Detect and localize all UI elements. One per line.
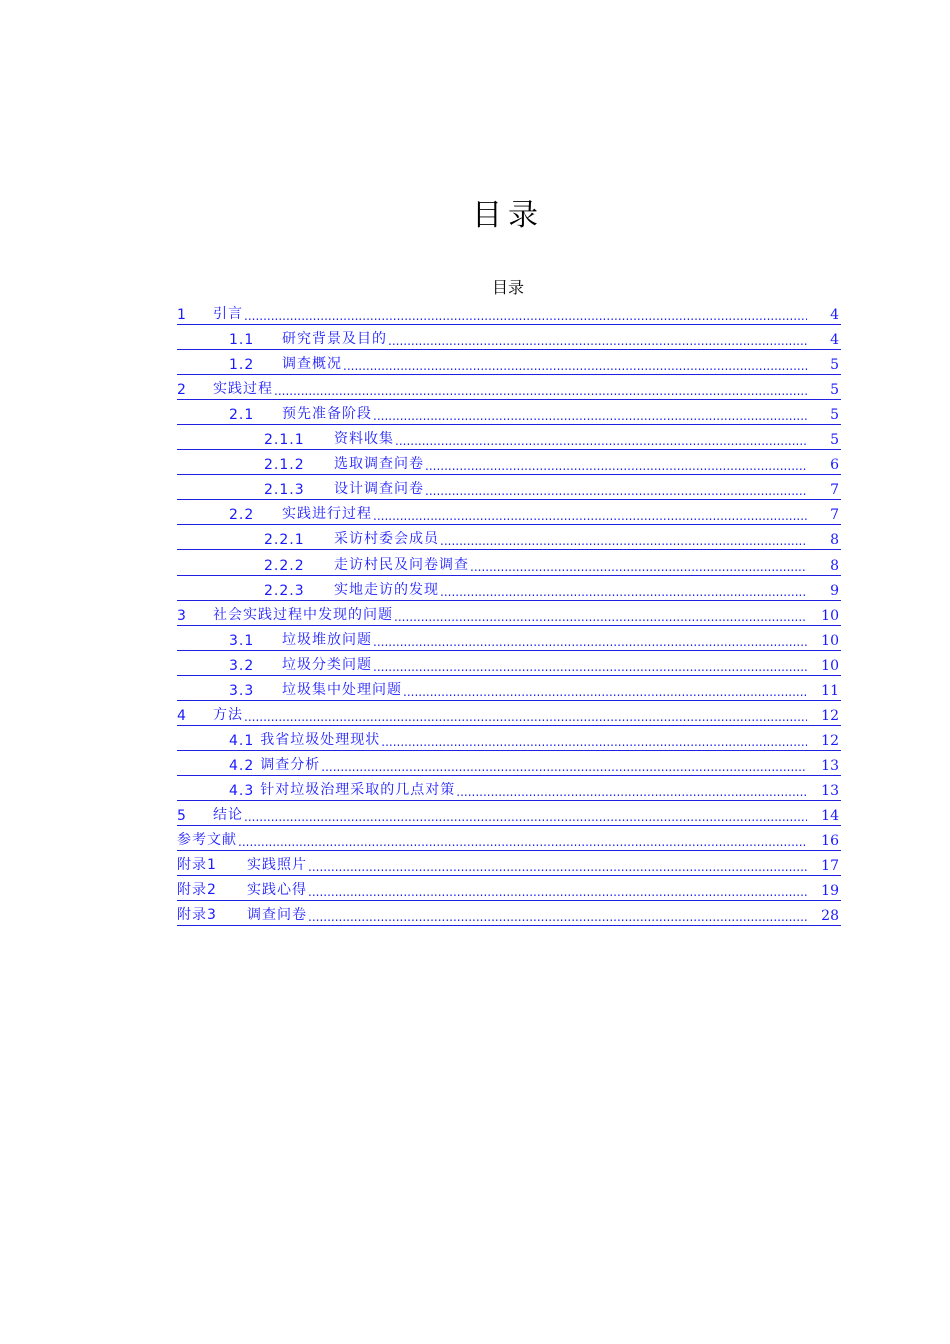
toc-entry-text: 采访村委会成员 bbox=[334, 531, 439, 548]
toc-entry-text: 实地走访的发现 bbox=[334, 581, 439, 598]
toc-entry-title bbox=[177, 303, 807, 323]
toc-entry-number: 附录2 bbox=[177, 882, 217, 899]
toc-entry-text: 垃圾堆放问题 bbox=[282, 631, 372, 648]
dot-leader bbox=[373, 509, 807, 523]
toc-entry-text: 实践心得 bbox=[247, 882, 307, 899]
toc-entry-title bbox=[177, 579, 807, 599]
dot-leader bbox=[321, 760, 807, 774]
toc-entry[interactable] bbox=[177, 826, 841, 851]
dot-leader bbox=[308, 885, 807, 899]
toc-entry-number: 2.1 bbox=[229, 407, 255, 424]
dot-leader bbox=[403, 685, 807, 699]
dot-leader bbox=[373, 635, 807, 649]
toc-page-number: 8 bbox=[830, 557, 839, 574]
toc-entry-text: 我省垃圾处理现状 bbox=[260, 731, 381, 748]
toc-entry-text: 垃圾分类问题 bbox=[282, 656, 372, 673]
toc-entry-title bbox=[177, 328, 807, 348]
toc-entry-number: 3.2 bbox=[229, 657, 255, 674]
dot-leader bbox=[425, 459, 807, 473]
toc-page-number: 12 bbox=[821, 707, 839, 724]
toc-page-number: 8 bbox=[830, 532, 839, 549]
toc-entry[interactable] bbox=[177, 726, 841, 751]
toc-page-number: 10 bbox=[821, 657, 839, 674]
toc-page-number: 5 bbox=[830, 432, 839, 449]
table-of-contents bbox=[177, 300, 841, 926]
toc-entry-title bbox=[177, 353, 807, 373]
toc-entry-title bbox=[177, 704, 807, 724]
toc-entry[interactable] bbox=[177, 801, 841, 826]
toc-entry-number: 2 bbox=[177, 382, 187, 399]
dot-leader bbox=[425, 484, 807, 498]
toc-entry-title bbox=[177, 754, 807, 774]
toc-entry-title bbox=[177, 554, 807, 574]
toc-entry[interactable] bbox=[177, 851, 841, 876]
toc-entry[interactable] bbox=[177, 500, 841, 525]
toc-entry-number: 3 bbox=[177, 607, 187, 624]
toc-entry-text: 选取调查问卷 bbox=[334, 456, 424, 473]
toc-entry-number: 附录1 bbox=[177, 857, 217, 874]
toc-entry-title bbox=[177, 654, 807, 674]
toc-entry-text: 实践照片 bbox=[247, 857, 307, 874]
toc-entry[interactable] bbox=[177, 901, 841, 926]
toc-entry-title bbox=[177, 629, 807, 649]
toc-entry-title bbox=[177, 503, 807, 523]
toc-entry-text: 参考文献 bbox=[177, 832, 237, 849]
toc-page-number: 5 bbox=[830, 407, 839, 424]
toc-entry-text: 调查分析 bbox=[260, 756, 321, 773]
toc-entry[interactable] bbox=[177, 676, 841, 701]
dot-leader bbox=[343, 359, 807, 373]
toc-entry[interactable] bbox=[177, 350, 841, 375]
toc-page-number: 14 bbox=[821, 807, 839, 824]
toc-page-number: 17 bbox=[821, 858, 839, 875]
toc-entry[interactable] bbox=[177, 475, 841, 500]
toc-entry[interactable] bbox=[177, 776, 841, 801]
toc-entry-text: 针对垃圾治理采取的几点对策 bbox=[260, 781, 456, 798]
toc-entry-text: 实践进行过程 bbox=[282, 506, 372, 523]
toc-entry-text: 调查概况 bbox=[282, 356, 342, 373]
toc-entry-title bbox=[177, 804, 807, 824]
toc-entry[interactable] bbox=[177, 751, 841, 776]
toc-heading: 目录 bbox=[491, 278, 524, 297]
dot-leader bbox=[440, 534, 807, 548]
toc-page-number: 6 bbox=[830, 457, 839, 474]
toc-entry-title bbox=[177, 779, 807, 799]
toc-entry-number: 4 bbox=[177, 707, 187, 724]
toc-entry-text: 设计调查问卷 bbox=[334, 481, 424, 498]
dot-leader bbox=[244, 710, 807, 724]
toc-entry-number: 3.1 bbox=[229, 632, 255, 649]
toc-page-number: 16 bbox=[821, 833, 839, 850]
toc-entry-text: 社会实践过程中发现的问题 bbox=[213, 606, 393, 623]
toc-entry[interactable] bbox=[177, 651, 841, 676]
toc-entry-title bbox=[177, 854, 807, 874]
toc-entry-number: 5 bbox=[177, 807, 187, 824]
toc-entry[interactable] bbox=[177, 701, 841, 726]
toc-entry[interactable] bbox=[177, 375, 841, 400]
dot-leader bbox=[440, 585, 807, 599]
toc-page-number: 12 bbox=[821, 732, 839, 749]
toc-entry-title bbox=[177, 604, 807, 624]
toc-entry-number: 2.1.1 bbox=[264, 432, 305, 449]
toc-entry-number: 2.1.3 bbox=[264, 482, 305, 499]
dot-leader bbox=[456, 785, 807, 799]
toc-entry-title bbox=[177, 879, 807, 899]
toc-entry-number: 2.2.2 bbox=[264, 557, 305, 574]
toc-page-number: 28 bbox=[821, 908, 839, 925]
toc-entry-text: 垃圾集中处理问题 bbox=[282, 681, 402, 698]
toc-entry-number: 2.2.3 bbox=[264, 582, 305, 599]
toc-entry[interactable] bbox=[177, 626, 841, 651]
toc-entry-text: 实践过程 bbox=[213, 381, 273, 398]
page-title: 目录 bbox=[472, 198, 544, 233]
toc-entry-title bbox=[177, 528, 807, 548]
toc-page-number: 19 bbox=[821, 883, 839, 900]
toc-entry[interactable] bbox=[177, 601, 841, 626]
toc-page-number: 7 bbox=[830, 482, 839, 499]
dot-leader bbox=[373, 660, 807, 674]
toc-entry-text: 引言 bbox=[213, 306, 243, 323]
toc-entry-title bbox=[177, 453, 807, 473]
toc-entry[interactable] bbox=[177, 550, 841, 575]
toc-entry[interactable] bbox=[177, 525, 841, 550]
toc-entry-number: 4.1 bbox=[229, 732, 255, 749]
toc-entry-text: 资料收集 bbox=[334, 431, 394, 448]
dot-leader bbox=[238, 835, 807, 849]
toc-entry-text: 走访村民及问卷调查 bbox=[334, 556, 469, 573]
toc-entry-number: 2.2.1 bbox=[264, 532, 305, 549]
toc-entry-text: 方法 bbox=[213, 706, 243, 723]
toc-entry-text: 研究背景及目的 bbox=[282, 331, 387, 348]
dot-leader bbox=[244, 309, 807, 323]
dot-leader bbox=[244, 810, 807, 824]
toc-entry-number: 2.2 bbox=[229, 507, 255, 524]
toc-page-number: 13 bbox=[821, 757, 839, 774]
dot-leader bbox=[395, 434, 807, 448]
dot-leader bbox=[381, 735, 807, 749]
dot-leader bbox=[308, 910, 807, 924]
toc-entry-number: 1.1 bbox=[229, 332, 255, 349]
toc-entry-title bbox=[177, 679, 807, 699]
toc-entry-text: 调查问卷 bbox=[247, 907, 307, 924]
toc-page-number: 13 bbox=[821, 782, 839, 799]
toc-entry[interactable] bbox=[177, 300, 841, 325]
toc-entry-text: 预先准备阶段 bbox=[282, 406, 372, 423]
toc-page-number: 10 bbox=[821, 607, 839, 624]
toc-entry-number: 附录3 bbox=[177, 907, 217, 924]
toc-entry-number: 1 bbox=[177, 307, 187, 324]
toc-page-number: 11 bbox=[821, 682, 839, 699]
toc-entry-title bbox=[177, 378, 807, 398]
toc-entry-number: 4.3 bbox=[229, 782, 255, 799]
toc-entry-number: 2.1.2 bbox=[264, 457, 305, 474]
toc-entry-text: 结论 bbox=[213, 806, 243, 823]
toc-entry[interactable] bbox=[177, 450, 841, 475]
toc-page-number: 4 bbox=[830, 307, 839, 324]
toc-entry-number: 1.2 bbox=[229, 357, 255, 374]
toc-entry[interactable] bbox=[177, 325, 841, 350]
dot-leader bbox=[394, 610, 807, 624]
toc-page-number: 10 bbox=[821, 632, 839, 649]
toc-entry-title bbox=[177, 904, 807, 924]
toc-page-number: 4 bbox=[830, 332, 839, 349]
toc-entry-number: 4.2 bbox=[229, 757, 255, 774]
toc-entry-title bbox=[177, 478, 807, 498]
toc-page-number: 5 bbox=[830, 357, 839, 374]
toc-entry-title bbox=[177, 428, 807, 448]
dot-leader bbox=[274, 384, 807, 398]
toc-page-number: 5 bbox=[830, 382, 839, 399]
toc-entry[interactable] bbox=[177, 876, 841, 901]
dot-leader bbox=[373, 409, 807, 423]
toc-entry[interactable] bbox=[177, 400, 841, 425]
dot-leader bbox=[470, 560, 807, 574]
toc-entry-number: 3.3 bbox=[229, 682, 255, 699]
toc-entry[interactable] bbox=[177, 425, 841, 450]
dot-leader bbox=[388, 334, 807, 348]
dot-leader bbox=[308, 860, 807, 874]
toc-entry[interactable] bbox=[177, 576, 841, 601]
toc-page-number: 9 bbox=[830, 582, 839, 599]
toc-entry-title bbox=[177, 829, 807, 849]
toc-entry-title bbox=[177, 403, 807, 423]
toc-page-number: 7 bbox=[830, 507, 839, 524]
toc-entry-title bbox=[177, 729, 807, 749]
